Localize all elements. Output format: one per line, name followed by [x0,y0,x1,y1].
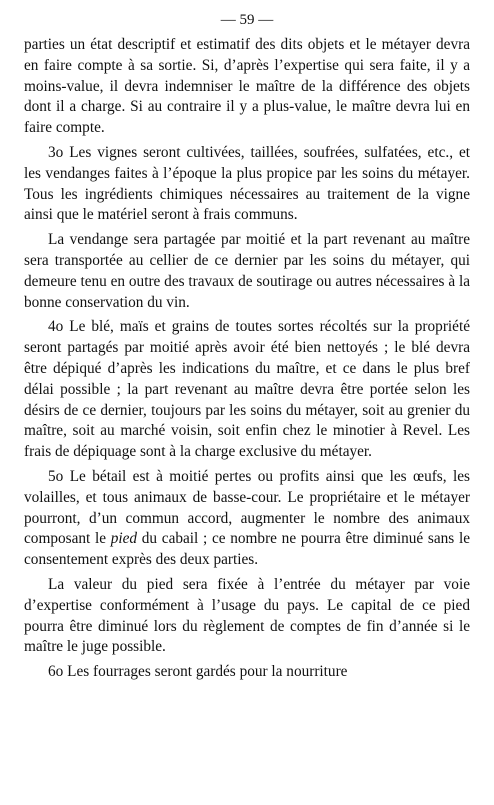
paragraph-6: La valeur du pied sera fixée à l’entrée du métayer par voie d’expertise conformément à l’usage du pays. Le capital de ce pied pourra être diminué lors du règlement de comptes de fin d’année si le maître le juge possible. [24,575,470,656]
paragraph-5 [24,467,470,571]
paragraph-5-text-before: 5o Le bétail est à moitié pertes ou profits ainsi que les œufs, les volailles, et tous animaux de basse-cour. Le propriétaire et le métayer pourront, d’un commun accord, augmenter le nombre des animaux composant le [24,467,470,548]
page-number: — 59 — [220,12,274,28]
paragraph-2: 3o Les vignes seront cultivées, taillées, soufrées, sulfatées, etc., et les vendanges faites à l’époque la plus propice par les soins du métayer. Tous les ingrédients chimiques nécessaires au traitement de la vigne ainsi que le matériel seront à frais communs. [24,143,470,224]
paragraph-3: La vendange sera partagée par moitié et la part revenant au maître sera transportée au cellier de ce dernier par les soins du métayer, qui demeure tenu en outre des travaux de soutirage ou autres nécessaires à la bonne conservation du vin. [24,231,470,311]
paragraph-4: 4o Le blé, maïs et grains de toutes sortes récoltés sur la propriété seront partagés par moitié après avoir été bien nettoyés ; le blé devra être dépiqué d’après les indications du maître, et ce dans le plus bref délai possible ; la part revenant au maître devra être portée selon les désirs de ce dernier, toujours par les soins du métayer, soit au grenier du maître, soit au marché voisin, soit enfin chez le minotier à Revel. Les frais de dépiquage sont à la charge exclusive du métayer. [24,318,470,461]
paragraph-7: 6o Les fourrages seront gardés pour la nourriture [48,663,348,681]
paragraph-5-italic-word: pied [110,530,138,548]
paragraph-1: parties un état descriptif et estimatif des dits objets et le métayer devra en faire compte à sa sortie. Si, d’après l’expertise qui sera faite, il y a moins-value, il devra indemniser le maître de la différence des objets dont il a charge. Si au contraire il y a plus-value, le maître devra lui en faire compte. [24,36,470,137]
paragraph-5-text-after: du cabail ; ce nombre ne pourra être diminué sans le consentement exprès des deux parties. [24,530,470,569]
